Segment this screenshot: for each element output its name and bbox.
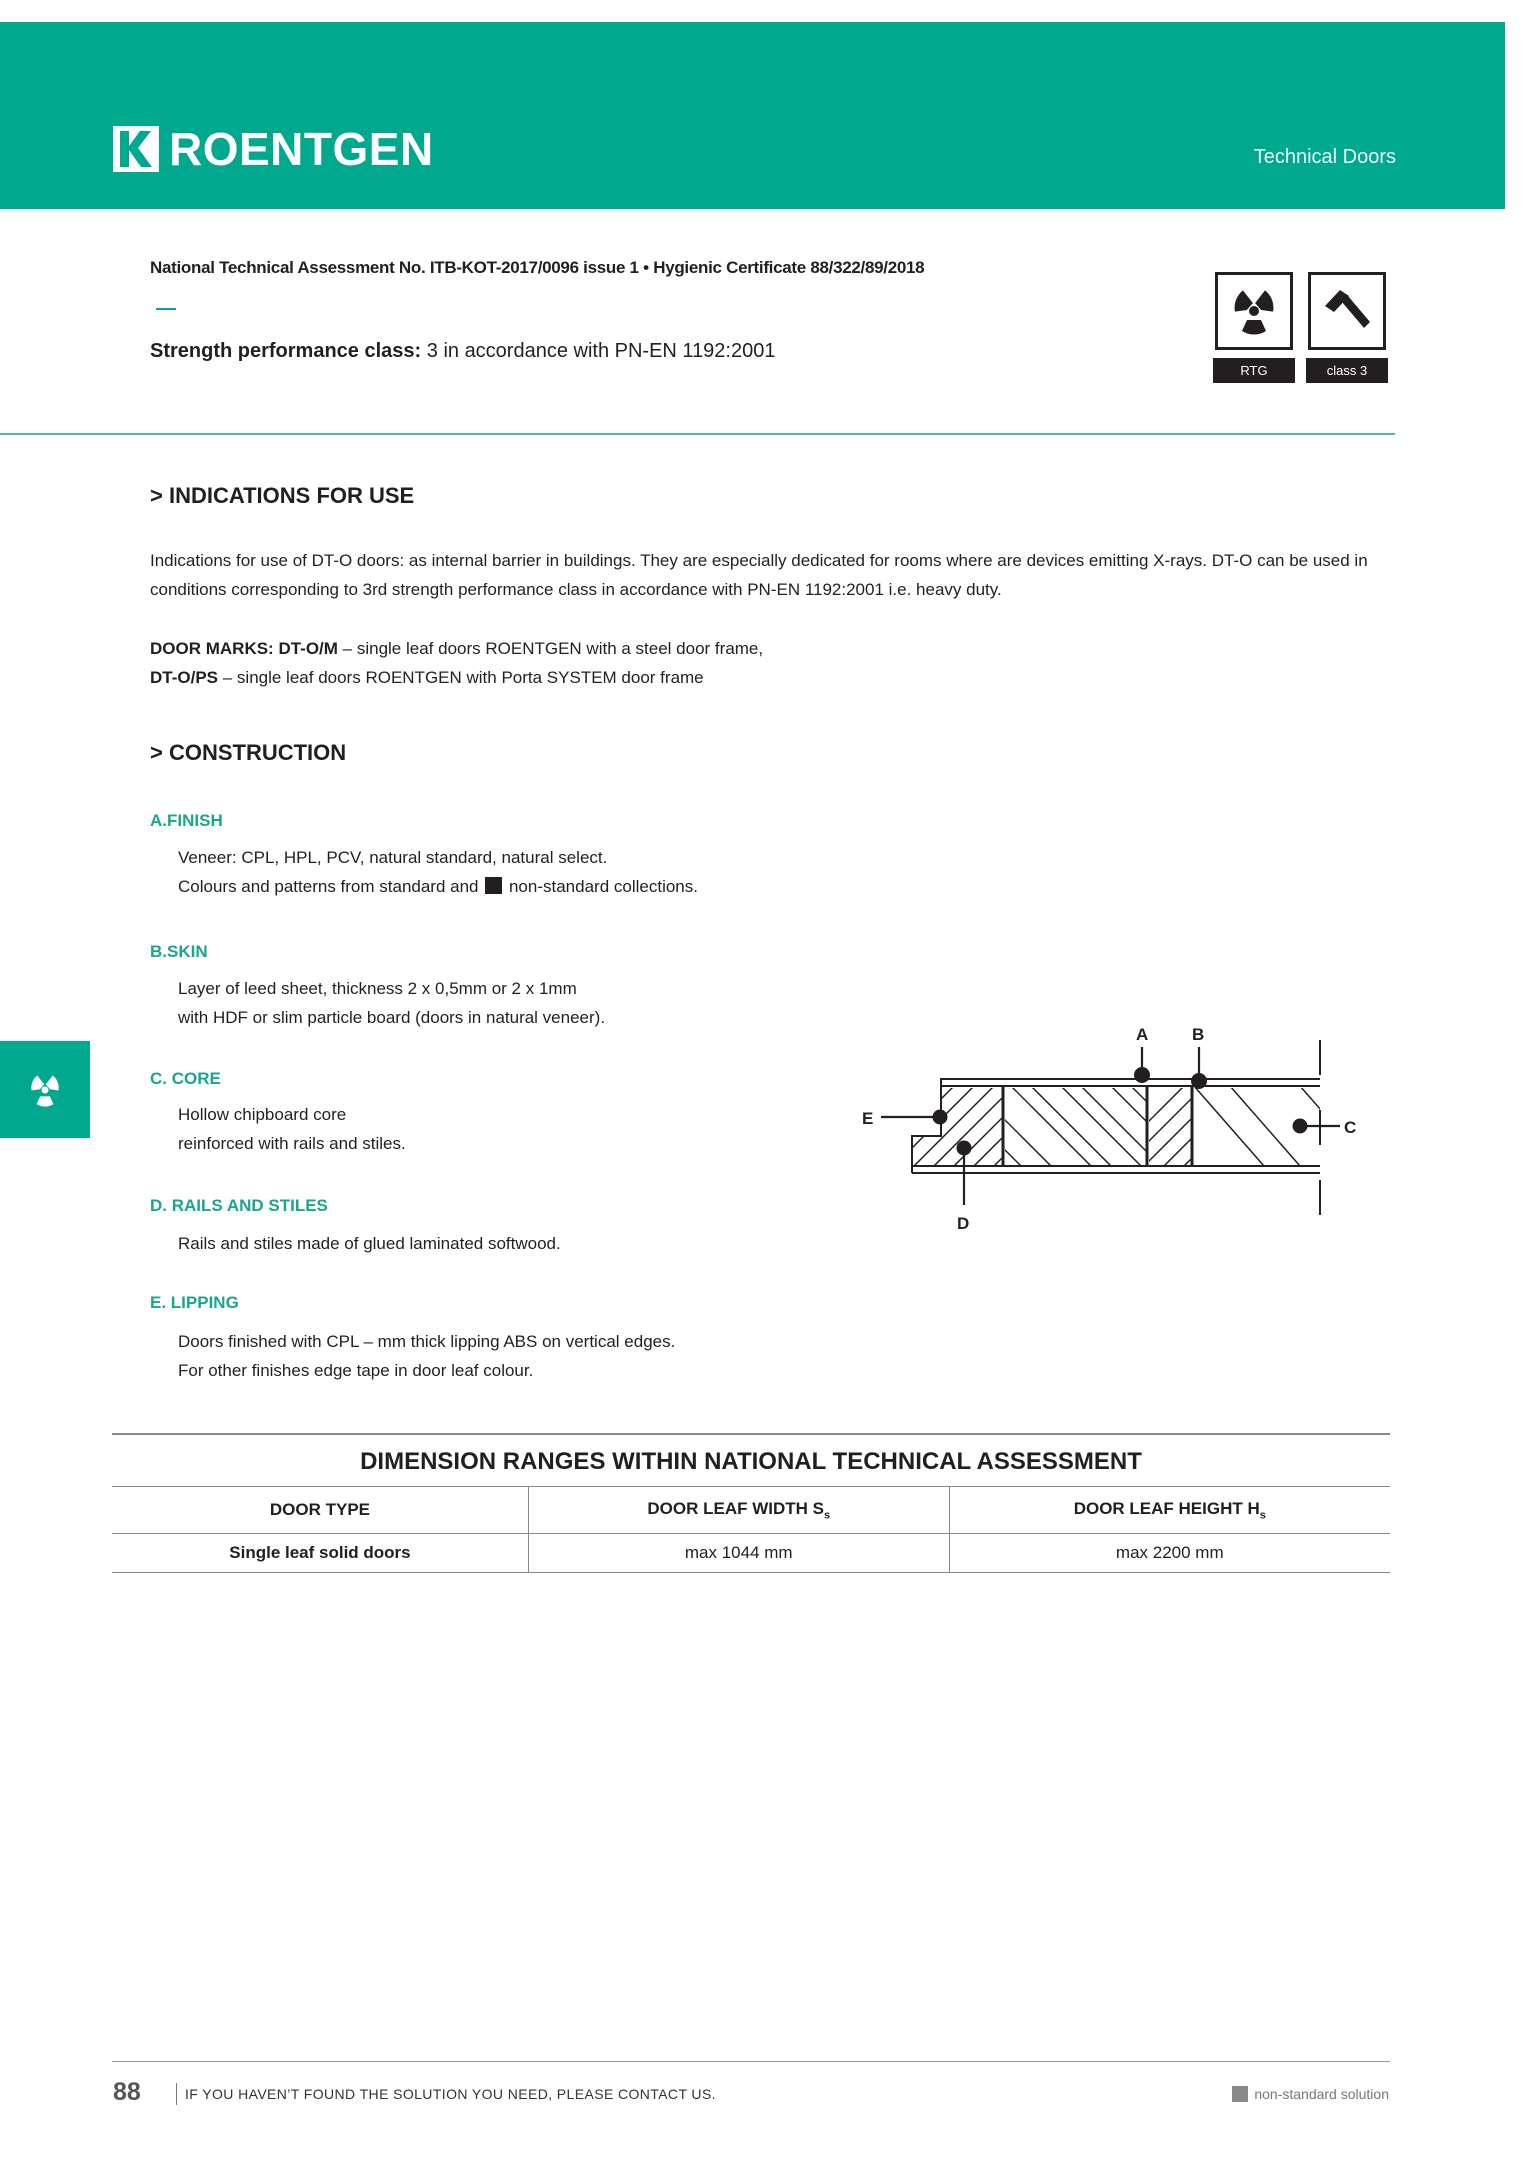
header-text: DOOR LEAF HEIGHT H [1073,1498,1260,1518]
skin-title: B.SKIN [150,942,208,961]
brand-k-icon [1232,2086,1248,2102]
lipping-line: Doors finished with CPL – mm thick lipping ABS on vertical edges. [178,1332,676,1351]
core-title: C. CORE [150,1069,221,1088]
construction-heading: > CONSTRUCTION [150,740,347,765]
diagram-label-e: E [862,1109,874,1128]
header-subscript: s [1259,1509,1266,1522]
col-door-type [112,1487,528,1534]
lipping-title: E. LIPPING [150,1293,239,1312]
core-line: Hollow chipboard core [178,1105,347,1124]
diagram-label-a: A [1136,1025,1149,1044]
category-label: Technical Doors [1253,146,1396,168]
door-mark-om-label: DOOR MARKS: DT-O/M [150,639,338,658]
strength-value: 3 in accordance with PN-EN 1192:2001 [421,340,776,362]
finish-line: Veneer: CPL, HPL, PCV, natural standard, natural select. [178,848,608,867]
header-subscript: s [823,1509,831,1522]
header-text: DOOR TYPE [269,1500,371,1519]
indications-text: Indications for use of DT-O doors: as internal barrier in buildings. They are especially dedicated for rooms where are devices emitting X-rays. DT-O can be used in conditions corresponding to 3rd strength performance class in accordance with PN-EN 1192:2001 i.e. heavy duty. [150,551,1368,599]
section-divider [0,433,1395,435]
diagram-leaders [881,1047,1340,1205]
skin-line: Layer of leed sheet, thickness 2 x 0,5mm or 2 x 1mm [178,979,577,998]
cell-door-type: Single leaf solid doors [112,1534,528,1573]
finish-line-part: Colours and patterns from standard and [178,877,479,896]
class-badge-label: class 3 [1306,358,1388,383]
col-leaf-width [528,1487,949,1534]
skin-text [178,974,605,1032]
radiation-icon [26,1071,64,1109]
footer-separator [176,2083,177,2105]
brand-logo [113,125,434,173]
skin-line: with HDF or slim particle board (doors in natural veneer). [178,1008,606,1027]
header-band [0,22,1505,209]
finish-line-part: non-standard collections. [504,877,698,896]
door-marks [150,634,1400,692]
finish-text [178,843,698,901]
footer-rule [112,2061,1390,2062]
door-mark-ops-label: DT-O/PS [150,668,219,687]
rtg-badge-label: RTG [1213,358,1295,383]
brand-k-icon [485,877,502,894]
core-text [178,1100,406,1158]
cell-leaf-width: max 1044 mm [528,1534,949,1573]
footer-brand [1232,2086,1389,2102]
contact-text: IF YOU HAVEN’T FOUND THE SOLUTION YOU NEED, PLEASE CONTACT US. [185,2086,716,2102]
diagram-label-b: B [1192,1025,1205,1044]
finish-line [178,872,698,901]
diagram-label-d: D [957,1214,970,1233]
finish-title: A.FINISH [150,811,223,830]
header-text: DOOR LEAF WIDTH S [647,1498,824,1518]
radiation-icon [1227,284,1281,338]
door-mark-om-text: – single leaf doors ROENTGEN with a steel door frame, [337,639,764,658]
table-row [112,1534,1390,1573]
certification-line: National Technical Assessment No. ITB-KOT-2017/0096 issue 1 • Hygienic Certificate 88/322/89/2018 [150,258,925,277]
footer-right-text: non-standard solution [1254,2086,1389,2102]
door-cross-section-diagram [860,1020,1400,1260]
core-line: reinforced with rails and stiles. [178,1134,406,1153]
dimensions-title: DIMENSION RANGES WITHIN NATIONAL TECHNICAL ASSESSMENT [360,1448,1142,1475]
rails-line: Rails and stiles made of glued laminated softwood. [178,1234,561,1253]
strength-label: Strength performance class: [150,340,422,362]
brand-k-icon [113,126,159,172]
rtg-badge-box [1215,272,1293,350]
page-number: 88 [113,2078,141,2106]
door-mark-ops-text: – single leaf doors ROENTGEN with Porta SYSTEM door frame [218,668,704,687]
diagram-label-c: C [1344,1118,1357,1137]
cell-leaf-height: max 2200 mm [949,1534,1390,1573]
hammer-icon [1320,284,1374,338]
dimensions-table [112,1486,1390,1573]
col-leaf-height [949,1487,1390,1534]
accent-dash [156,308,176,310]
brand-name: ROENTGEN [169,123,434,175]
indications-heading: > INDICATIONS FOR USE [150,483,415,508]
strength-class [150,340,775,363]
table-header-row [112,1487,1390,1534]
rails-title: D. RAILS AND STILES [150,1196,328,1215]
lipping-text [178,1327,675,1385]
rails-text [178,1229,561,1258]
table-top-rule [112,1433,1390,1435]
lipping-line: For other finishes edge tape in door leaf colour. [178,1361,534,1380]
class-badge-box [1308,272,1386,350]
radiation-side-tab [0,1041,90,1138]
